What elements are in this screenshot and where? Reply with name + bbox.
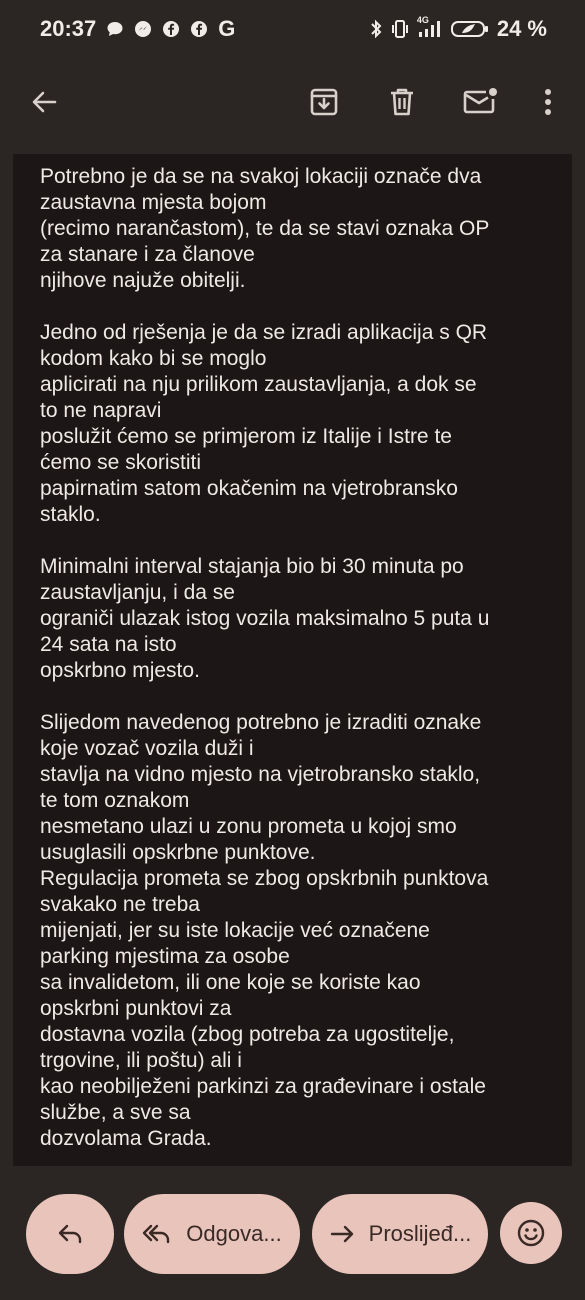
- trash-icon: [386, 86, 418, 118]
- more-vert-icon: [543, 87, 553, 117]
- network-type: 4G: [416, 15, 429, 25]
- more-options-button[interactable]: [524, 78, 572, 126]
- arrow-back-icon: [29, 87, 59, 117]
- bluetooth-icon: [369, 19, 383, 39]
- status-time: 20:37: [40, 16, 97, 41]
- messenger-icon: [134, 20, 152, 38]
- facebook-icon-2: [190, 20, 208, 38]
- delete-button[interactable]: [378, 78, 426, 126]
- archive-button[interactable]: [300, 78, 348, 126]
- battery-icon: [451, 19, 489, 39]
- reply-icon: [57, 1223, 83, 1245]
- google-icon: G: [218, 16, 236, 41]
- status-left: [40, 16, 235, 42]
- email-content[interactable]: [13, 154, 572, 1166]
- facebook-icon: [162, 20, 180, 38]
- mark-unread-button[interactable]: [456, 78, 504, 126]
- status-right: [369, 16, 547, 42]
- reply-all-label: Odgova...: [186, 1221, 282, 1246]
- forward-label: Proslijeđ...: [368, 1221, 472, 1246]
- chat-bubble-icon: [106, 20, 124, 38]
- signal-icon: [416, 15, 443, 39]
- email-body: Potrebno je da se na svakoj lokaciji označe dva zaustavna mjesta bojom (recimo narančastom), te da se stavi oznaka OP za stanare i za članove njihove najuže obitelji. Jedno od rješenja je da se izradi aplikacija s QR kodom kako bi se moglo aplicirati na nju prilikom zaustavljanja, a dok se to ne napravi poslužit ćemo se primjerom iz Italije i Istre te ćemo se skoristiti papirnatim satom okačenim na vjetrobransko staklo. Minimalni interval stajanja bio bi 30 minuta po zaustavljanju, i da se ograniči ulazak istog vozila maksimalno 5 puta u 24 sata na isto opskrbno mjesto. Slijedom navedenog potrebno je izraditi oznake koje vozač vozila duži i stavlja na vidno mjesto na vjetrobransko staklo, te tom oznakom nesmetano ulazi u zonu prometa u kojoj smo usuglasili opskrbne punktove. Regulacija prometa se zbog opskrbnih punktova svakako ne treba mijenjati, jer su iste lokacije već označene parking mjestima za osobe sa invalidetom, ili one koje se koriste kao opskrbni punktovi za dostavna vozila (zbog potreba za ugostitelje, trgovine, ili poštu) ali i kao neobilježeni parkinzi za građevinare i ostale službe, a sve sa dozvolama Grada.: [40, 165, 490, 1150]
- mark-unread-icon: [462, 86, 498, 118]
- reply-all-button[interactable]: [124, 1194, 300, 1274]
- reply-button[interactable]: [26, 1194, 114, 1274]
- forward-icon: [329, 1223, 355, 1245]
- app-bar: [0, 58, 585, 154]
- archive-icon: [308, 86, 340, 118]
- emoji-reaction-button[interactable]: [500, 1202, 562, 1264]
- action-bar: [0, 1166, 585, 1300]
- emoji-icon: [516, 1218, 546, 1248]
- reply-all-icon: [142, 1223, 172, 1245]
- battery-level: 24 %: [496, 16, 547, 41]
- forward-button[interactable]: [312, 1194, 488, 1274]
- vibrate-icon: [391, 19, 409, 39]
- status-bar: [0, 0, 585, 58]
- back-button[interactable]: [20, 78, 68, 126]
